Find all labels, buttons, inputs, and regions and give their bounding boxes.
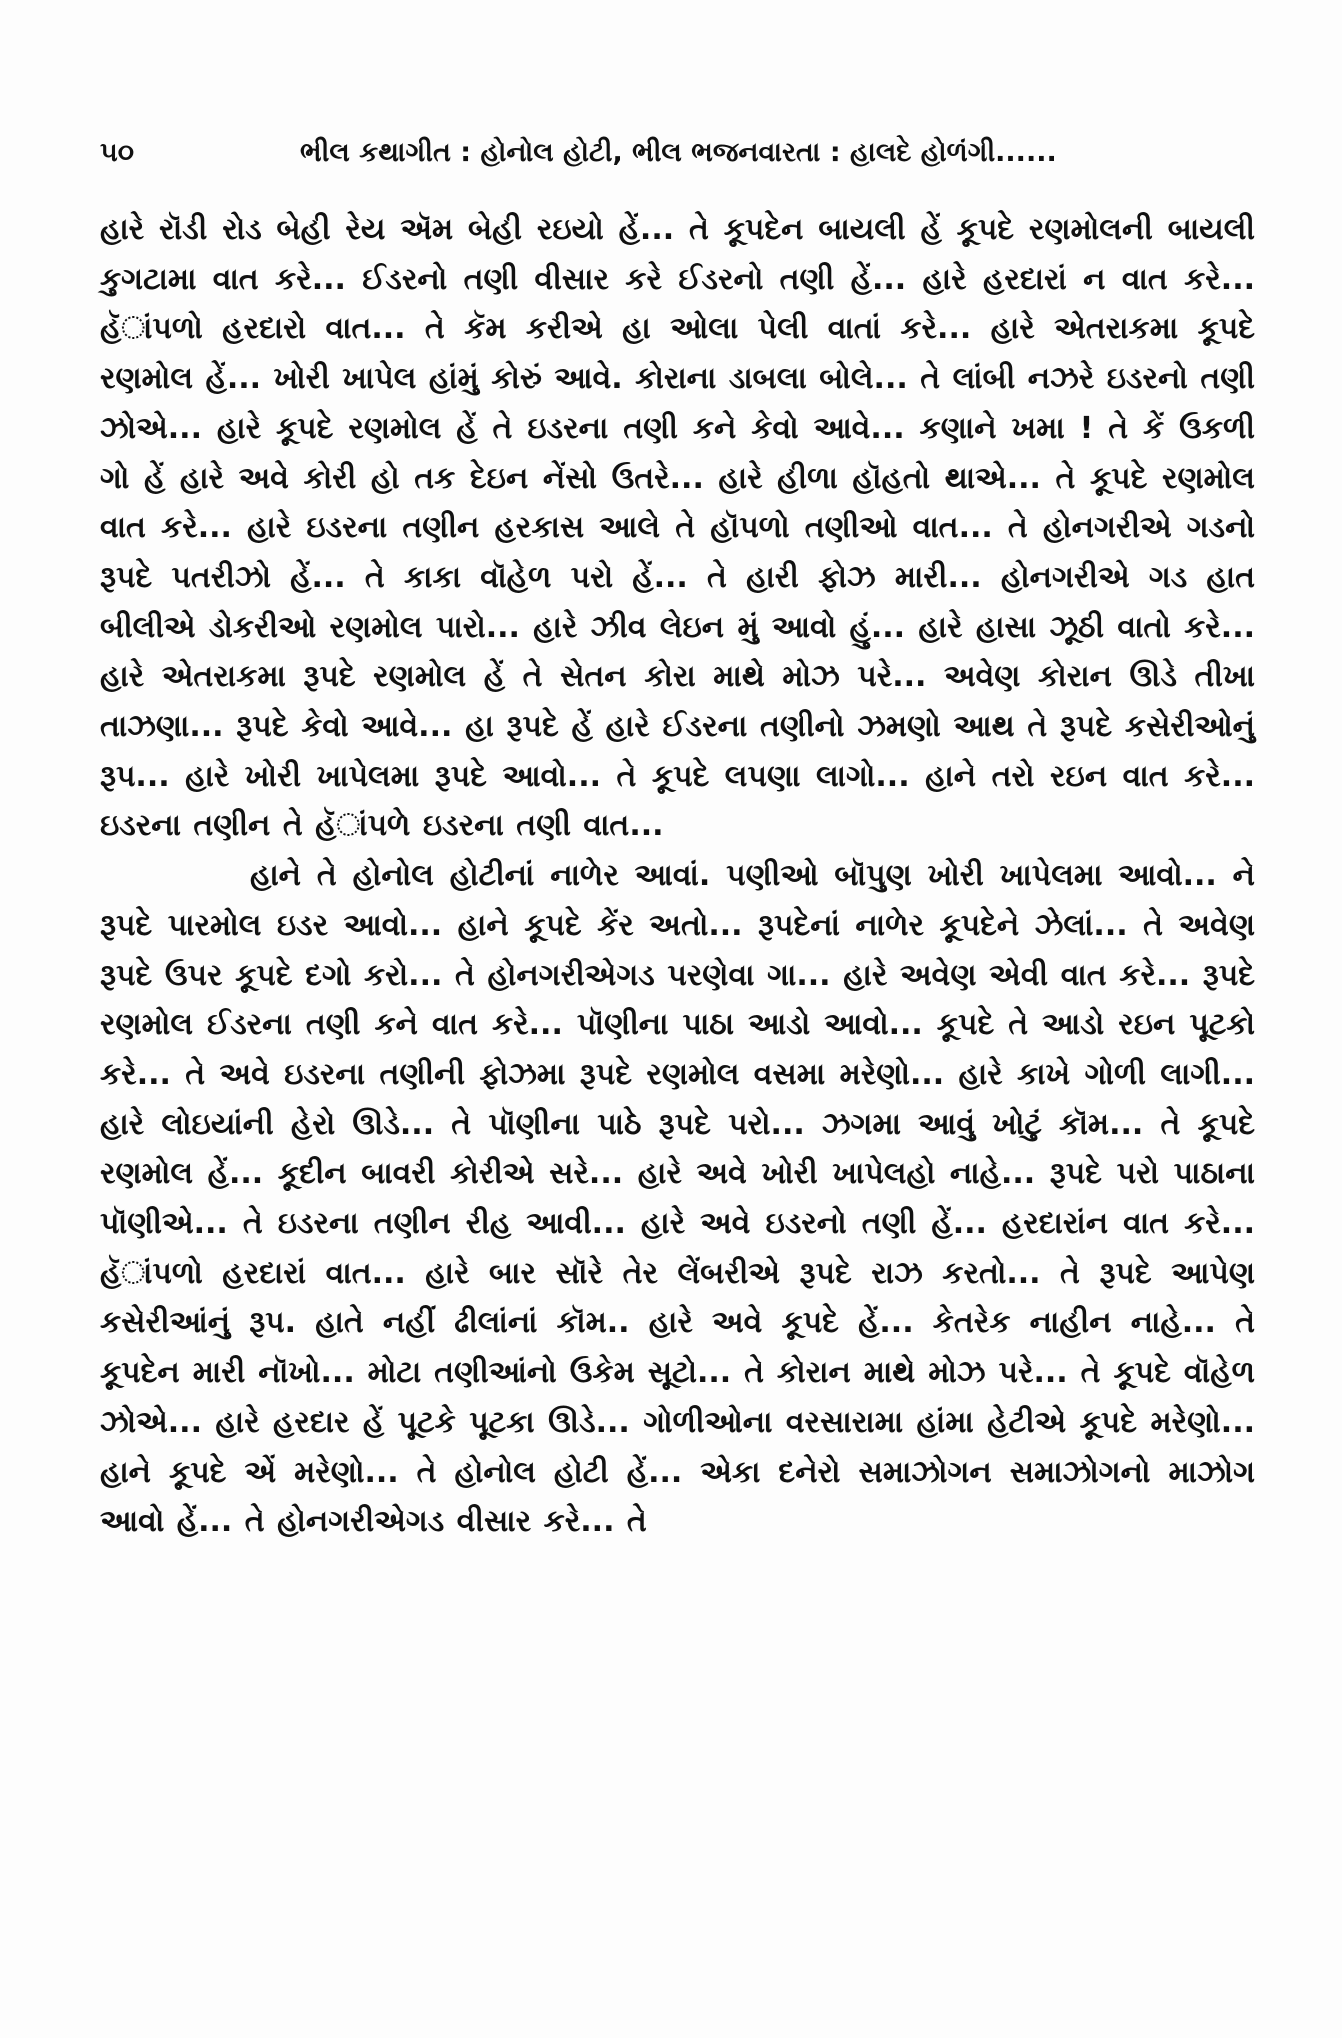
running-title: ભીલ કથાગીત : હોનોલ હોટી, ભીલ ભજનવારતા : હાલદે હોળંગી...... — [300, 137, 1057, 168]
page-header — [100, 128, 1250, 178]
paragraph-2: હાને તે હોનોલ હોટીનાં નાળેર આવાં. પણીઓ બૉપુણ ખોરી ખાપેલમા આવો... ને રૂપદે પારમોલ ઇડર આવો... હાને કૂપદે કેંર અતો... રૂપદેનાં નાળેર કૂપદેને ઝેલાં... તે અવેણ રૂપદે ઉપર કૂપદે દગો કરો... તે હોનગરીએગડ પરણેવા ગા... હારે અવેણ એવી વાત કરે... રૂપદે રણમોલ ઈડરના તણી કને વાત કરે... પૉણીના પાઠા આડો આવો... કૂપદે તે આડો રઇન પૂટકો કરે... તે અવે ઇડરના તણીની ફોઝમા રૂપદે રણમોલ વસમા મરેણો... હારે કાખે ગોળી લાગી... હારે લોઇયાંની હેરો ઊડે... તે પૉણીના પાઠે રૂપદે પરો... ઝગમા આવું ખોટું કૉમ... તે કૂપદે રણમોલ હેં... કૂદીન બાવરી કોરીએ સરે... હારે અવે ખોરી ખાપેલહો નાહે... રૂપદે પરો પાઠાના પૉણીએ... તે ઇડરના તણીન રીહ આવી... હારે અવે ઇડરનો તણી હેં... હરદારાંન વાત કરે... હૅાંપળો હરદારાં વાત... હારે બાર સૉરે તેર લેંબરીએ રૂપદે રાઝ કરતો... તે રૂપદે આપેણ કસેરીઆંનું રૂપ. હાતે નહીં ઢીલાંનાં કૉમ.. હારે અવે કૂપદે હેં... કેતરેક નાહીન નાહે... તે કૂપદેન મારી નૉખો... મોટા તણીઆંનો ઉકેમ સૂટો... તે કોરાન માથે મોઝ પરે... તે કૂપદે વૉહેળ ઝોએ... હારે હરદાર હેં પૂટકે પૂટકા ઊડે... ગોળીઓના વરસારામા હાંમા હેટીએ કૂપદે મરેણો... હાને કૂપદે એં મરેણો... તે હોનોલ હોટી હેં... એકા દનેરો સમાઝોગન સમાઝોગનો માઝોગ આવો હેં... તે હોનગરીએગડ વીસાર કરે... તે — [100, 858, 1255, 1540]
body-text — [100, 205, 1255, 1547]
paragraph-1: હારે રૉડી રોડ બેહી રેય ઍમ બેહી રઇયો હેં... તે કૂપદેન બાયલી હેં કૂપદે રણમોલની બાયલી કુગટામા વાત કરે... ઈડરનો તણી વીસાર કરે ઈડરનો તણી હેં... હારે હરદારાં ન વાત કરે... હૅાંપળો હરદારો વાત... તે કૅમ કરીએ હા ઓલા પેલી વાતાં કરે... હારે એતરાકમા કૂપદે રણમોલ હેં... ખોરી ખાપેલ હાંમું કોરું આવે. કોરાના ડાબલા બોલે... તે લાંબી નઝરે ઇડરનો તણી ઝોએ... હારે કૂપદે રણમોલ હેં તે ઇડરના તણી કને કેવો આવે... કણાને ખમા ! તે કેં ઉકળી ગો હેં હારે અવે કોરી હો તક દેઇન નેંસો ઉતરે... હારે હીળા હૉહતો થાએ... તે કૂપદે રણમોલ વાત કરે... હારે ઇડરના તણીન હરકાસ આલે તે હૉપળો તણીઓ વાત... તે હોનગરીએ ગડનો રૂપદે પતરીઝો હેં... તે કાકા વૉહેળ પરો હેં... તે હારી ફોઝ મારી... હોનગરીએ ગડ હાત બીલીએ ડોકરીઓ રણમોલ પારો... હારે ઝીવ લેઇન મું આવો હું... હારે હાસા ઝૂઠી વાતો કરે... હારે એતરાકમા રૂપદે રણમોલ હેં તે સેતન કોરા માથે મોઝ પરે... અવેણ કોરાન ઊડે તીખા તાઝણા... રૂપદે કેવો આવે... હા રૂપદે હેં હારે ઈડરના તણીનો ઝમણો આથ તે રૂપદે કસેરીઓનું રૂપ... હારે ખોરી ખાપેલમા રૂપદે આવો... તે કૂપદે લપણા લાગો... હાને તરો રઇન વાત કરે... ઇડરના તણીન તે હૅાંપળે ઇડરના તણી વાત... — [100, 212, 1255, 844]
page-number: ૫૦ — [100, 137, 134, 168]
